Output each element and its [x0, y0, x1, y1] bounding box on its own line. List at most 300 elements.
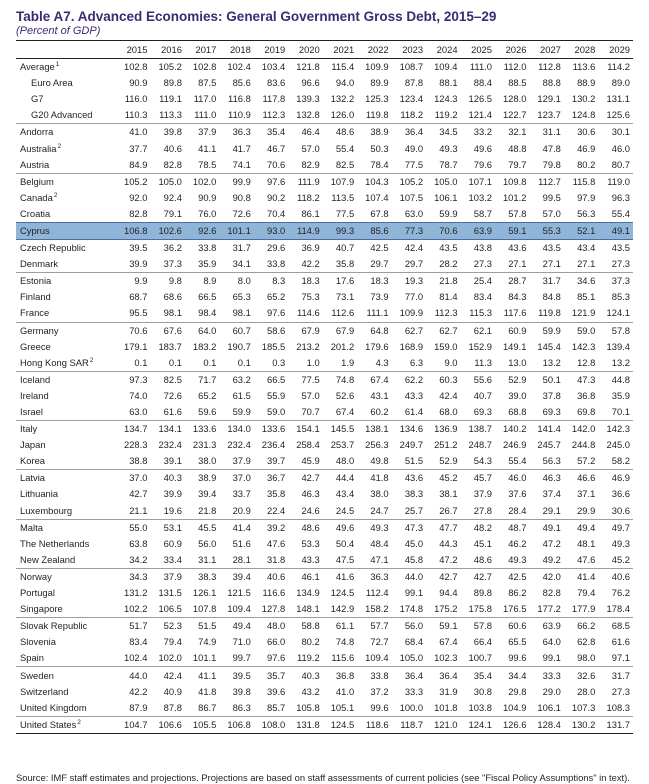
debt-value-cell: 121.0: [426, 716, 460, 733]
debt-value-cell: 45.8: [404, 553, 424, 565]
debt-value-cell: 46.9: [598, 470, 633, 487]
debt-value-cell: 61.5: [232, 389, 251, 401]
debt-value-cell: 177.9: [571, 603, 596, 615]
debt-value-cell: 99.6: [370, 701, 389, 713]
debt-value-cell: 108.0: [254, 716, 288, 733]
row-label: [16, 222, 116, 239]
debt-value-cell: 142.3: [598, 421, 633, 438]
debt-value-cell: 115.6: [331, 652, 355, 664]
debt-value-cell: 38.9: [185, 470, 219, 487]
debt-value-cell: 18.3: [288, 273, 322, 290]
debt-value-cell: 40.7: [473, 389, 492, 401]
debt-value-cell: 74.9: [198, 636, 217, 648]
debt-value-cell: 36.3: [219, 124, 253, 141]
debt-value-cell: 178.4: [606, 603, 630, 615]
debt-value-cell: 32.1: [495, 124, 529, 141]
debt-value-cell: 45.0: [404, 537, 424, 549]
debt-value-cell: 68.8: [508, 406, 527, 418]
debt-value-cell: 92.0: [129, 191, 148, 203]
debt-value-cell: 85.6: [232, 77, 251, 89]
table-row: [16, 568, 633, 585]
debt-value-cell: 79.6: [473, 158, 492, 170]
debt-value-cell: 59.1: [495, 222, 529, 239]
row-label: [16, 59, 116, 76]
debt-value-cell: 85.1: [577, 291, 596, 303]
debt-value-cell: 142.9: [330, 603, 355, 615]
debt-value-cell: 92.6: [185, 222, 219, 239]
debt-value-cell: 179.6: [365, 340, 389, 352]
debt-value-cell: 48.6: [323, 124, 357, 141]
debt-value-cell: 22.4: [267, 504, 286, 516]
debt-value-cell: 126.0: [330, 109, 355, 121]
table-row: [16, 437, 633, 453]
debt-value-cell: 61.1: [323, 618, 357, 635]
debt-value-cell: 29.7: [404, 258, 424, 270]
debt-value-cell: 52.1: [564, 222, 598, 239]
debt-value-cell: 55.6: [461, 371, 495, 388]
table-row: [16, 305, 633, 322]
debt-value-cell: 113.5: [331, 191, 355, 203]
debt-value-cell: 43.5: [439, 242, 458, 254]
debt-value-cell: 107.4: [365, 191, 389, 203]
debt-value-cell: 106.8: [116, 222, 150, 239]
debt-value-cell: 102.8: [192, 61, 217, 73]
debt-value-cell: 37.9: [473, 488, 492, 500]
debt-value-cell: 21.1: [129, 504, 148, 516]
row-label: [16, 173, 116, 190]
debt-value-cell: 83.6: [267, 77, 286, 89]
row-label: [16, 618, 116, 635]
year-header: 2022: [357, 41, 391, 59]
debt-value-cell: 117.6: [503, 307, 527, 319]
debt-value-cell: 112.8: [538, 61, 561, 73]
row-label: [16, 206, 116, 223]
debt-value-cell: 35.9: [611, 389, 630, 401]
debt-value-cell: 134.9: [296, 587, 320, 599]
debt-value-cell: 63.8: [129, 537, 148, 549]
debt-value-cell: 58.6: [254, 322, 288, 339]
debt-value-cell: 55.9: [267, 389, 286, 401]
debt-value-cell: 190.7: [227, 340, 251, 352]
debt-value-cell: 36.2: [163, 242, 182, 254]
debt-value-cell: 30.1: [598, 124, 633, 141]
debt-value-cell: 18.3: [357, 273, 391, 290]
debt-value-cell: 47.6: [267, 537, 286, 549]
economy-name: United States: [20, 718, 77, 730]
debt-value-cell: 36.8: [323, 667, 357, 684]
economy-name: Slovak Republic: [20, 620, 88, 632]
debt-value-cell: 89.8: [473, 587, 492, 599]
debt-value-cell: 106.5: [158, 603, 182, 615]
debt-value-cell: 38.3: [185, 568, 219, 585]
debt-value-cell: 109.4: [365, 652, 389, 664]
debt-value-cell: 37.0: [116, 470, 150, 487]
table-row: [16, 107, 633, 124]
debt-value-cell: 55.4: [335, 142, 355, 154]
debt-value-cell: 33.8: [198, 242, 217, 254]
debt-value-cell: 47.2: [542, 537, 561, 549]
debt-value-cell: 31.7: [598, 667, 633, 684]
debt-value-cell: 39.7: [267, 455, 286, 467]
debt-value-cell: 109.9: [399, 307, 424, 319]
economy-name: Italy: [20, 423, 38, 435]
debt-value-cell: 79.1: [163, 207, 182, 219]
debt-value-cell: 106.8: [219, 716, 253, 733]
debt-value-cell: 86.2: [508, 587, 527, 599]
debt-value-cell: 213.2: [296, 340, 320, 352]
economy-name: Iceland: [20, 373, 51, 385]
debt-value-cell: 55.0: [116, 519, 150, 536]
debt-value-cell: 27.1: [542, 258, 561, 270]
debt-value-cell: 245.7: [537, 439, 561, 451]
debt-value-cell: 49.8: [370, 455, 389, 467]
debt-value-cell: 27.8: [473, 504, 492, 516]
debt-value-cell: 82.5: [150, 371, 184, 388]
debt-value-cell: 101.1: [219, 222, 253, 239]
debt-value-cell: 34.4: [495, 667, 529, 684]
debt-value-cell: 118.2: [296, 191, 320, 203]
economy-name: Greece: [20, 340, 51, 352]
debt-value-cell: 45.1: [473, 537, 492, 549]
debt-value-cell: 58.2: [611, 455, 630, 467]
debt-value-cell: 119.8: [365, 109, 389, 121]
debt-value-cell: 102.6: [150, 222, 184, 239]
debt-value-cell: 102.0: [158, 652, 182, 664]
debt-value-cell: 110.3: [124, 109, 148, 121]
economy-name: Latvia: [20, 472, 46, 484]
economy-name: Korea: [20, 455, 46, 467]
debt-value-cell: 159.0: [434, 340, 458, 352]
source-note: Source: IMF staff estimates and projections. Projections are based on staff assessments of current policies (see "Fiscal Policy Assumptions" in text).: [16, 772, 630, 783]
economy-name: Ireland: [20, 389, 49, 401]
debt-value-cell: 77.5: [288, 371, 322, 388]
row-label: [16, 388, 116, 404]
economy-name: Canada: [20, 191, 53, 203]
year-header: 2024: [426, 41, 460, 59]
debt-value-cell: 102.2: [123, 603, 148, 615]
debt-value-cell: 20.9: [232, 504, 251, 516]
debt-value-cell: 36.6: [611, 488, 630, 500]
debt-value-cell: 43.2: [301, 685, 320, 697]
debt-value-cell: 38.9: [357, 124, 391, 141]
debt-value-cell: 130.2: [571, 93, 596, 105]
debt-value-cell: 37.7: [129, 142, 148, 154]
debt-value-cell: 94.4: [439, 587, 458, 599]
debt-value-cell: 121.8: [296, 61, 320, 73]
debt-value-cell: 68.5: [598, 618, 633, 635]
debt-value-cell: 231.3: [192, 439, 217, 451]
debt-value-cell: 43.5: [542, 242, 561, 254]
debt-value-cell: 8.3: [254, 273, 288, 290]
debt-value-cell: 139.4: [606, 340, 630, 352]
debt-value-cell: 1.0: [306, 356, 320, 368]
debt-value-cell: 105.5: [185, 716, 219, 733]
debt-value-cell: 13.2: [611, 356, 630, 368]
debt-value-cell: 92.4: [163, 191, 182, 203]
debt-value-cell: 125.3: [365, 93, 389, 105]
row-label: [16, 437, 116, 453]
debt-value-cell: 41.4: [219, 519, 253, 536]
year-header: 2016: [150, 41, 184, 59]
debt-value-cell: 95.5: [129, 307, 148, 319]
debt-value-cell: 53.1: [150, 519, 184, 536]
economy-name: United Kingdom: [20, 701, 87, 713]
debt-value-cell: 43.3: [301, 553, 320, 565]
debt-value-cell: 39.1: [163, 455, 182, 467]
table-row: [16, 716, 633, 733]
economy-name: Slovenia: [20, 636, 56, 648]
debt-value-cell: 201.2: [330, 340, 355, 352]
debt-value-cell: 139.3: [296, 93, 320, 105]
debt-value-cell: 103.2: [468, 191, 492, 203]
debt-value-cell: 69.3: [473, 406, 492, 418]
row-label: [16, 700, 116, 717]
debt-value-cell: 105.8: [296, 701, 320, 713]
debt-value-cell: 107.1: [461, 173, 495, 190]
debt-value-cell: 125.6: [606, 109, 630, 121]
debt-value-cell: 131.5: [158, 587, 182, 599]
row-label: [16, 716, 116, 733]
table-row: [16, 59, 633, 76]
debt-value-cell: 41.8: [357, 470, 391, 487]
debt-value-cell: 79.4: [163, 636, 182, 648]
debt-value-cell: 21.8: [198, 504, 217, 516]
debt-value-cell: 41.0: [116, 124, 150, 141]
economy-name: Cyprus: [20, 224, 50, 236]
debt-value-cell: 35.9: [198, 258, 217, 270]
debt-value-cell: 109.4: [227, 603, 251, 615]
debt-value-cell: 38.0: [198, 455, 217, 467]
debt-value-cell: 62.7: [392, 322, 426, 339]
debt-value-cell: 47.2: [439, 553, 458, 565]
row-label: [16, 91, 116, 107]
debt-value-cell: 251.2: [434, 439, 458, 451]
year-header: 2020: [288, 41, 322, 59]
debt-value-cell: 55.3: [529, 222, 563, 239]
debt-value-cell: 36.3: [357, 568, 391, 585]
debt-value-cell: 142.3: [571, 340, 596, 352]
debt-value-cell: 51.7: [116, 618, 150, 635]
debt-value-cell: 73.9: [370, 291, 389, 303]
debt-value-cell: 66.0: [267, 636, 286, 648]
debt-value-cell: 33.3: [529, 667, 563, 684]
debt-value-cell: 134.1: [150, 421, 184, 438]
economy-name: G20 Advanced: [31, 109, 93, 121]
table-row: [16, 157, 633, 174]
debt-value-cell: 158.2: [365, 603, 389, 615]
debt-value-cell: 174.8: [399, 603, 424, 615]
debt-value-cell: 60.7: [219, 322, 253, 339]
debt-table: [16, 41, 633, 734]
row-label: [16, 273, 116, 290]
debt-value-cell: 111.0: [194, 109, 217, 121]
debt-value-cell: 59.0: [267, 406, 286, 418]
debt-value-cell: 71.7: [185, 371, 219, 388]
debt-value-cell: 39.2: [254, 519, 288, 536]
debt-value-cell: 128.0: [502, 93, 527, 105]
table-row: [16, 684, 633, 700]
debt-value-cell: 98.1: [163, 307, 182, 319]
debt-value-cell: 11.3: [474, 356, 492, 368]
economy-name: Australia: [20, 142, 57, 154]
debt-value-cell: 51.6: [232, 537, 251, 549]
debt-value-cell: 36.8: [577, 389, 596, 401]
debt-value-cell: 78.5: [198, 158, 217, 170]
debt-value-cell: 41.1: [185, 667, 219, 684]
debt-value-cell: 82.9: [301, 158, 320, 170]
debt-value-cell: 67.9: [288, 322, 322, 339]
debt-value-cell: 90.9: [198, 191, 217, 203]
debt-value-cell: 64.0: [185, 322, 219, 339]
economy-name: Estonia: [20, 275, 52, 287]
debt-value-cell: 131.8: [288, 716, 322, 733]
debt-value-cell: 46.0: [611, 142, 630, 154]
debt-value-cell: 49.3: [357, 519, 391, 536]
debt-value-cell: 34.2: [129, 553, 148, 565]
debt-value-cell: 35.8: [335, 258, 355, 270]
debt-value-cell: 0.1: [134, 356, 148, 368]
debt-value-cell: 232.4: [158, 439, 182, 451]
debt-value-cell: 104.7: [116, 716, 150, 733]
debt-value-cell: 53.3: [301, 537, 320, 549]
debt-value-cell: 47.5: [335, 553, 355, 565]
debt-value-cell: 113.6: [572, 61, 596, 73]
table-subtitle: (Percent of GDP): [16, 25, 101, 37]
table-row: [16, 273, 633, 290]
economy-name: Czech Republic: [20, 242, 86, 254]
debt-value-cell: 67.6: [150, 322, 184, 339]
economy-name: Lithuania: [20, 488, 59, 500]
debt-value-cell: 42.5: [370, 242, 389, 254]
debt-value-cell: 86.7: [198, 701, 217, 713]
economy-name: G7: [31, 93, 44, 105]
debt-value-cell: 62.1: [461, 322, 495, 339]
table-row: [16, 404, 633, 421]
debt-value-cell: 78.4: [370, 158, 389, 170]
table-row: [16, 339, 633, 355]
row-label: [16, 256, 116, 273]
debt-value-cell: 117.0: [193, 93, 217, 105]
footnote-marker: 2: [77, 718, 81, 726]
debt-value-cell: 43.3: [404, 389, 424, 401]
debt-value-cell: 27.3: [473, 258, 492, 270]
table-row: [16, 585, 633, 601]
table-row: [16, 601, 633, 618]
debt-value-cell: 47.1: [370, 553, 389, 565]
debt-value-cell: 35.7: [254, 667, 288, 684]
debt-value-cell: 66.2: [564, 618, 598, 635]
year-header: 2025: [461, 41, 495, 59]
debt-value-cell: 59.0: [564, 322, 598, 339]
debt-value-cell: 82.5: [335, 158, 355, 170]
debt-value-cell: 50.1: [529, 371, 563, 388]
debt-value-cell: 31.1: [529, 124, 563, 141]
debt-value-cell: 85.6: [357, 222, 391, 239]
debt-value-cell: 42.4: [439, 389, 458, 401]
debt-value-cell: 93.0: [254, 222, 288, 239]
year-header: 2029: [598, 41, 633, 59]
debt-value-cell: 37.8: [542, 389, 561, 401]
debt-value-cell: 41.4: [564, 568, 598, 585]
debt-value-cell: 102.4: [227, 61, 251, 73]
debt-value-cell: 28.1: [232, 553, 251, 565]
year-header: 2019: [254, 41, 288, 59]
table-row: [16, 618, 633, 635]
debt-value-cell: 83.4: [129, 636, 148, 648]
debt-value-cell: 102.0: [185, 173, 219, 190]
row-label: [16, 140, 116, 156]
debt-value-cell: 111.1: [366, 307, 389, 319]
debt-value-cell: 8.0: [219, 273, 253, 290]
economy-name: Spain: [20, 652, 44, 664]
debt-value-cell: 102.3: [434, 652, 458, 664]
debt-value-cell: 46.1: [288, 568, 322, 585]
debt-value-cell: 134.0: [219, 421, 253, 438]
debt-value-cell: 79.4: [577, 587, 596, 599]
debt-value-cell: 25.7: [404, 504, 424, 516]
debt-value-cell: 105.0: [426, 173, 460, 190]
table-row: [16, 240, 633, 257]
debt-value-cell: 44.0: [116, 667, 150, 684]
debt-value-cell: 46.3: [529, 470, 563, 487]
debt-value-cell: 72.6: [232, 207, 251, 219]
debt-value-cell: 81.4: [439, 291, 458, 303]
debt-value-cell: 74.8: [323, 371, 357, 388]
table-row: [16, 75, 633, 91]
debt-value-cell: 42.2: [129, 685, 148, 697]
debt-value-cell: 57.7: [357, 618, 391, 635]
debt-value-cell: 70.6: [426, 222, 460, 239]
debt-value-cell: 102.8: [123, 61, 148, 73]
table-row: [16, 388, 633, 404]
table-row: [16, 140, 633, 156]
debt-value-cell: 35.4: [254, 124, 288, 141]
debt-value-cell: 39.5: [129, 242, 148, 254]
debt-value-cell: 68.6: [163, 291, 182, 303]
debt-value-cell: 27.1: [577, 258, 596, 270]
debt-value-cell: 87.5: [198, 77, 217, 89]
debt-value-cell: 179.1: [123, 340, 148, 352]
debt-value-cell: 26.7: [439, 504, 458, 516]
debt-value-cell: 39.5: [219, 667, 253, 684]
debt-value-cell: 68.4: [404, 636, 424, 648]
debt-value-cell: 64.8: [357, 322, 391, 339]
table-row: [16, 470, 633, 487]
year-header: 2017: [185, 41, 219, 59]
debt-value-cell: 49.4: [564, 519, 598, 536]
debt-value-cell: 133.6: [254, 421, 288, 438]
debt-value-cell: 245.0: [606, 439, 630, 451]
debt-value-cell: 33.3: [404, 685, 424, 697]
table-row: [16, 289, 633, 305]
debt-value-cell: 31.9: [439, 685, 458, 697]
row-label: [16, 289, 116, 305]
debt-value-cell: 106.1: [537, 701, 561, 713]
debt-value-cell: 82.8: [129, 207, 148, 219]
debt-value-cell: 60.3: [426, 371, 460, 388]
debt-value-cell: 24.5: [335, 504, 355, 516]
debt-value-cell: 126.5: [468, 93, 492, 105]
debt-value-cell: 232.4: [227, 439, 251, 451]
debt-value-cell: 70.6: [267, 158, 286, 170]
debt-value-cell: 40.3: [288, 667, 322, 684]
debt-value-cell: 59.6: [198, 406, 217, 418]
debt-value-cell: 85.7: [267, 701, 286, 713]
debt-value-cell: 60.2: [370, 406, 389, 418]
debt-value-cell: 50.4: [335, 537, 355, 549]
debt-value-cell: 97.6: [267, 307, 286, 319]
debt-value-cell: 84.8: [542, 291, 561, 303]
